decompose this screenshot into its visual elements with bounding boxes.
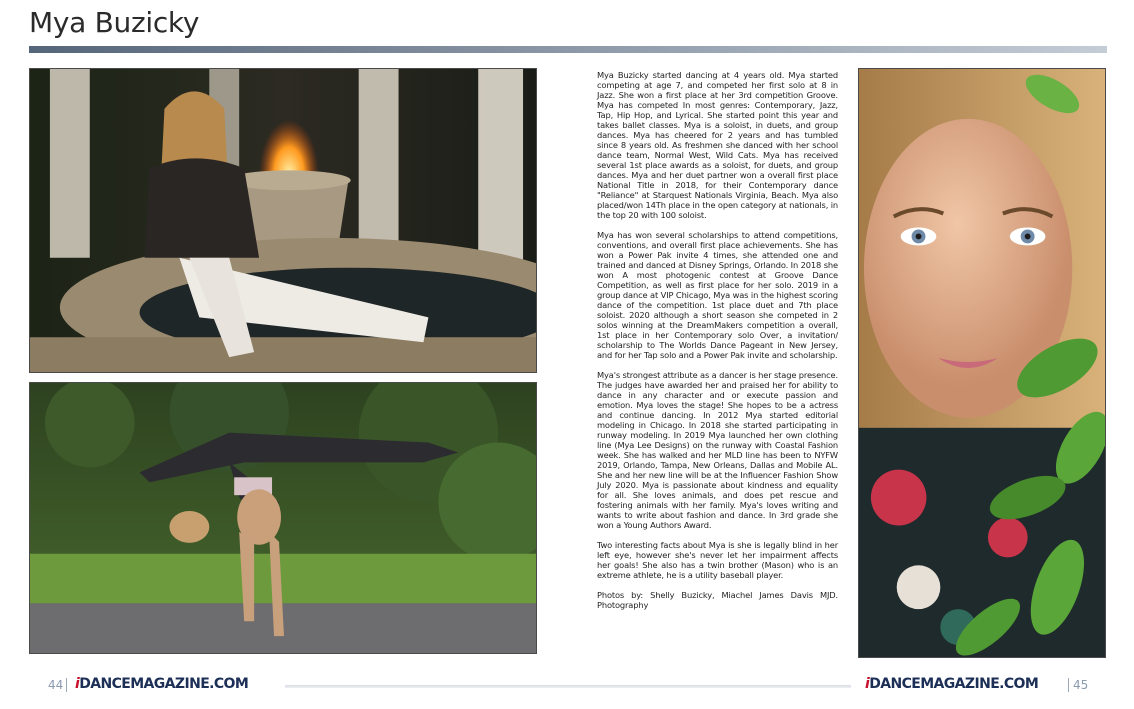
article-body <box>597 70 838 620</box>
photo-fountain-pose <box>29 68 537 373</box>
article-paragraph: Mya's strongest attribute as a dancer is her stage presence. The judges have awarded her and praised her for ability to dance in any character and or execute passion and emotion. Mya loves the stage! She hopes to be a actress and continue dancing. In 2012 Mya started editorial modeling in Chicago. In 2018 she started participating in runway modeling. In 2019 Mya launched her own clothing line (Mya Lee Designs) on the runway with Coastal Fashion week. She has walked and her MLD line has been to NYFW 2019, Orlando, Tampa, New Orleans, Dallas and Mobile AL. She and her new line will be at the Influencer Fashion Show July 2020. Mya is passionate about kindness and equality for all. She loves animals, and does pet rescue and fostering animals with her family. Mya's loves writing and wants to write about fashion and dance. In 3rd grade she won a Young Authors Award. <box>597 370 838 530</box>
photo-credits: Photos by: Shelly Buzicky, Miachel James Davis MJD. Photography <box>597 590 838 610</box>
brand-logo-left[interactable] <box>75 676 248 692</box>
brand-logo-right[interactable] <box>865 676 1038 692</box>
brand-dance: DANCE <box>79 676 131 692</box>
title-rule <box>29 46 1107 53</box>
brand-i: i <box>75 676 80 692</box>
article-paragraph: Two interesting facts about Mya is she is legally blind in her left eye, however she's never let her impairment affects her goals! She also has a twin brother (Mason) who is an extreme athlete, he is a utility baseball player. <box>597 540 838 580</box>
brand-i: i <box>865 676 870 692</box>
left-page-separator <box>66 678 67 692</box>
article-paragraph: Mya has won several scholarships to attend competitions, conventions, and overall first place achievements. She has won a Power Pak invite 4 times, she attended one and trained and danced at Disney Springs, Orlando. In 2018 she won A most photogenic contest at Groove Dance Competition, as well as first place for her solo. 2019 in a group dance at VIP Chicago, Mya was in the highest scoring dance of the competition. 1st place duet and 7th place soloist. 2020 although a short season she competed in 2 solos winning at the DreamMakers competition a overall, 1st place in her Contemporary solo Over, a invitation/ scholarship to The Worlds Dance Pageant in New Jersey, and for her Tap solo and a Power Pak invite and scholarship. <box>597 230 838 360</box>
photo-portrait-leaves <box>858 68 1106 658</box>
left-page-number: 44 <box>48 678 64 692</box>
brand-magazine: MAGAZINE.COM <box>130 676 249 692</box>
right-page-separator <box>1068 678 1069 692</box>
page-title: Mya Buzicky <box>29 6 200 39</box>
brand-magazine: MAGAZINE.COM <box>920 676 1039 692</box>
footer-rule <box>285 685 851 688</box>
right-page-number: 45 <box>1073 678 1089 692</box>
brand-dance: DANCE <box>869 676 921 692</box>
photo-handstand-pose <box>29 382 537 654</box>
article-paragraph: Mya Buzicky started dancing at 4 years old. Mya started competing at age 7, and competed her first solo at 8 in Jazz. She won a first place at her 3rd competition Groove. Mya has competed In most genres: Contemporary, Jazz, Tap, Hip Hop, and Lyrical. She started point this year and takes ballet classes. Mya is a soloist, in duets, and group dances. Mya has cheered for 2 years and has tumbled since 8 years old. As freshmen she danced with her school dance team, Normal West, Wild Cats. Mya has received several 1st place awards as a soloist, for duets, and group dances. Mya and her duet partner won a overall first place National Title in 2018, for their Contemporary dance "Reliance" at Starquest Nationals Virginia, Beach. Mya also placed/won 14Th place in the open category at nationals, in the top 20 with 100 soloist. <box>597 70 838 220</box>
